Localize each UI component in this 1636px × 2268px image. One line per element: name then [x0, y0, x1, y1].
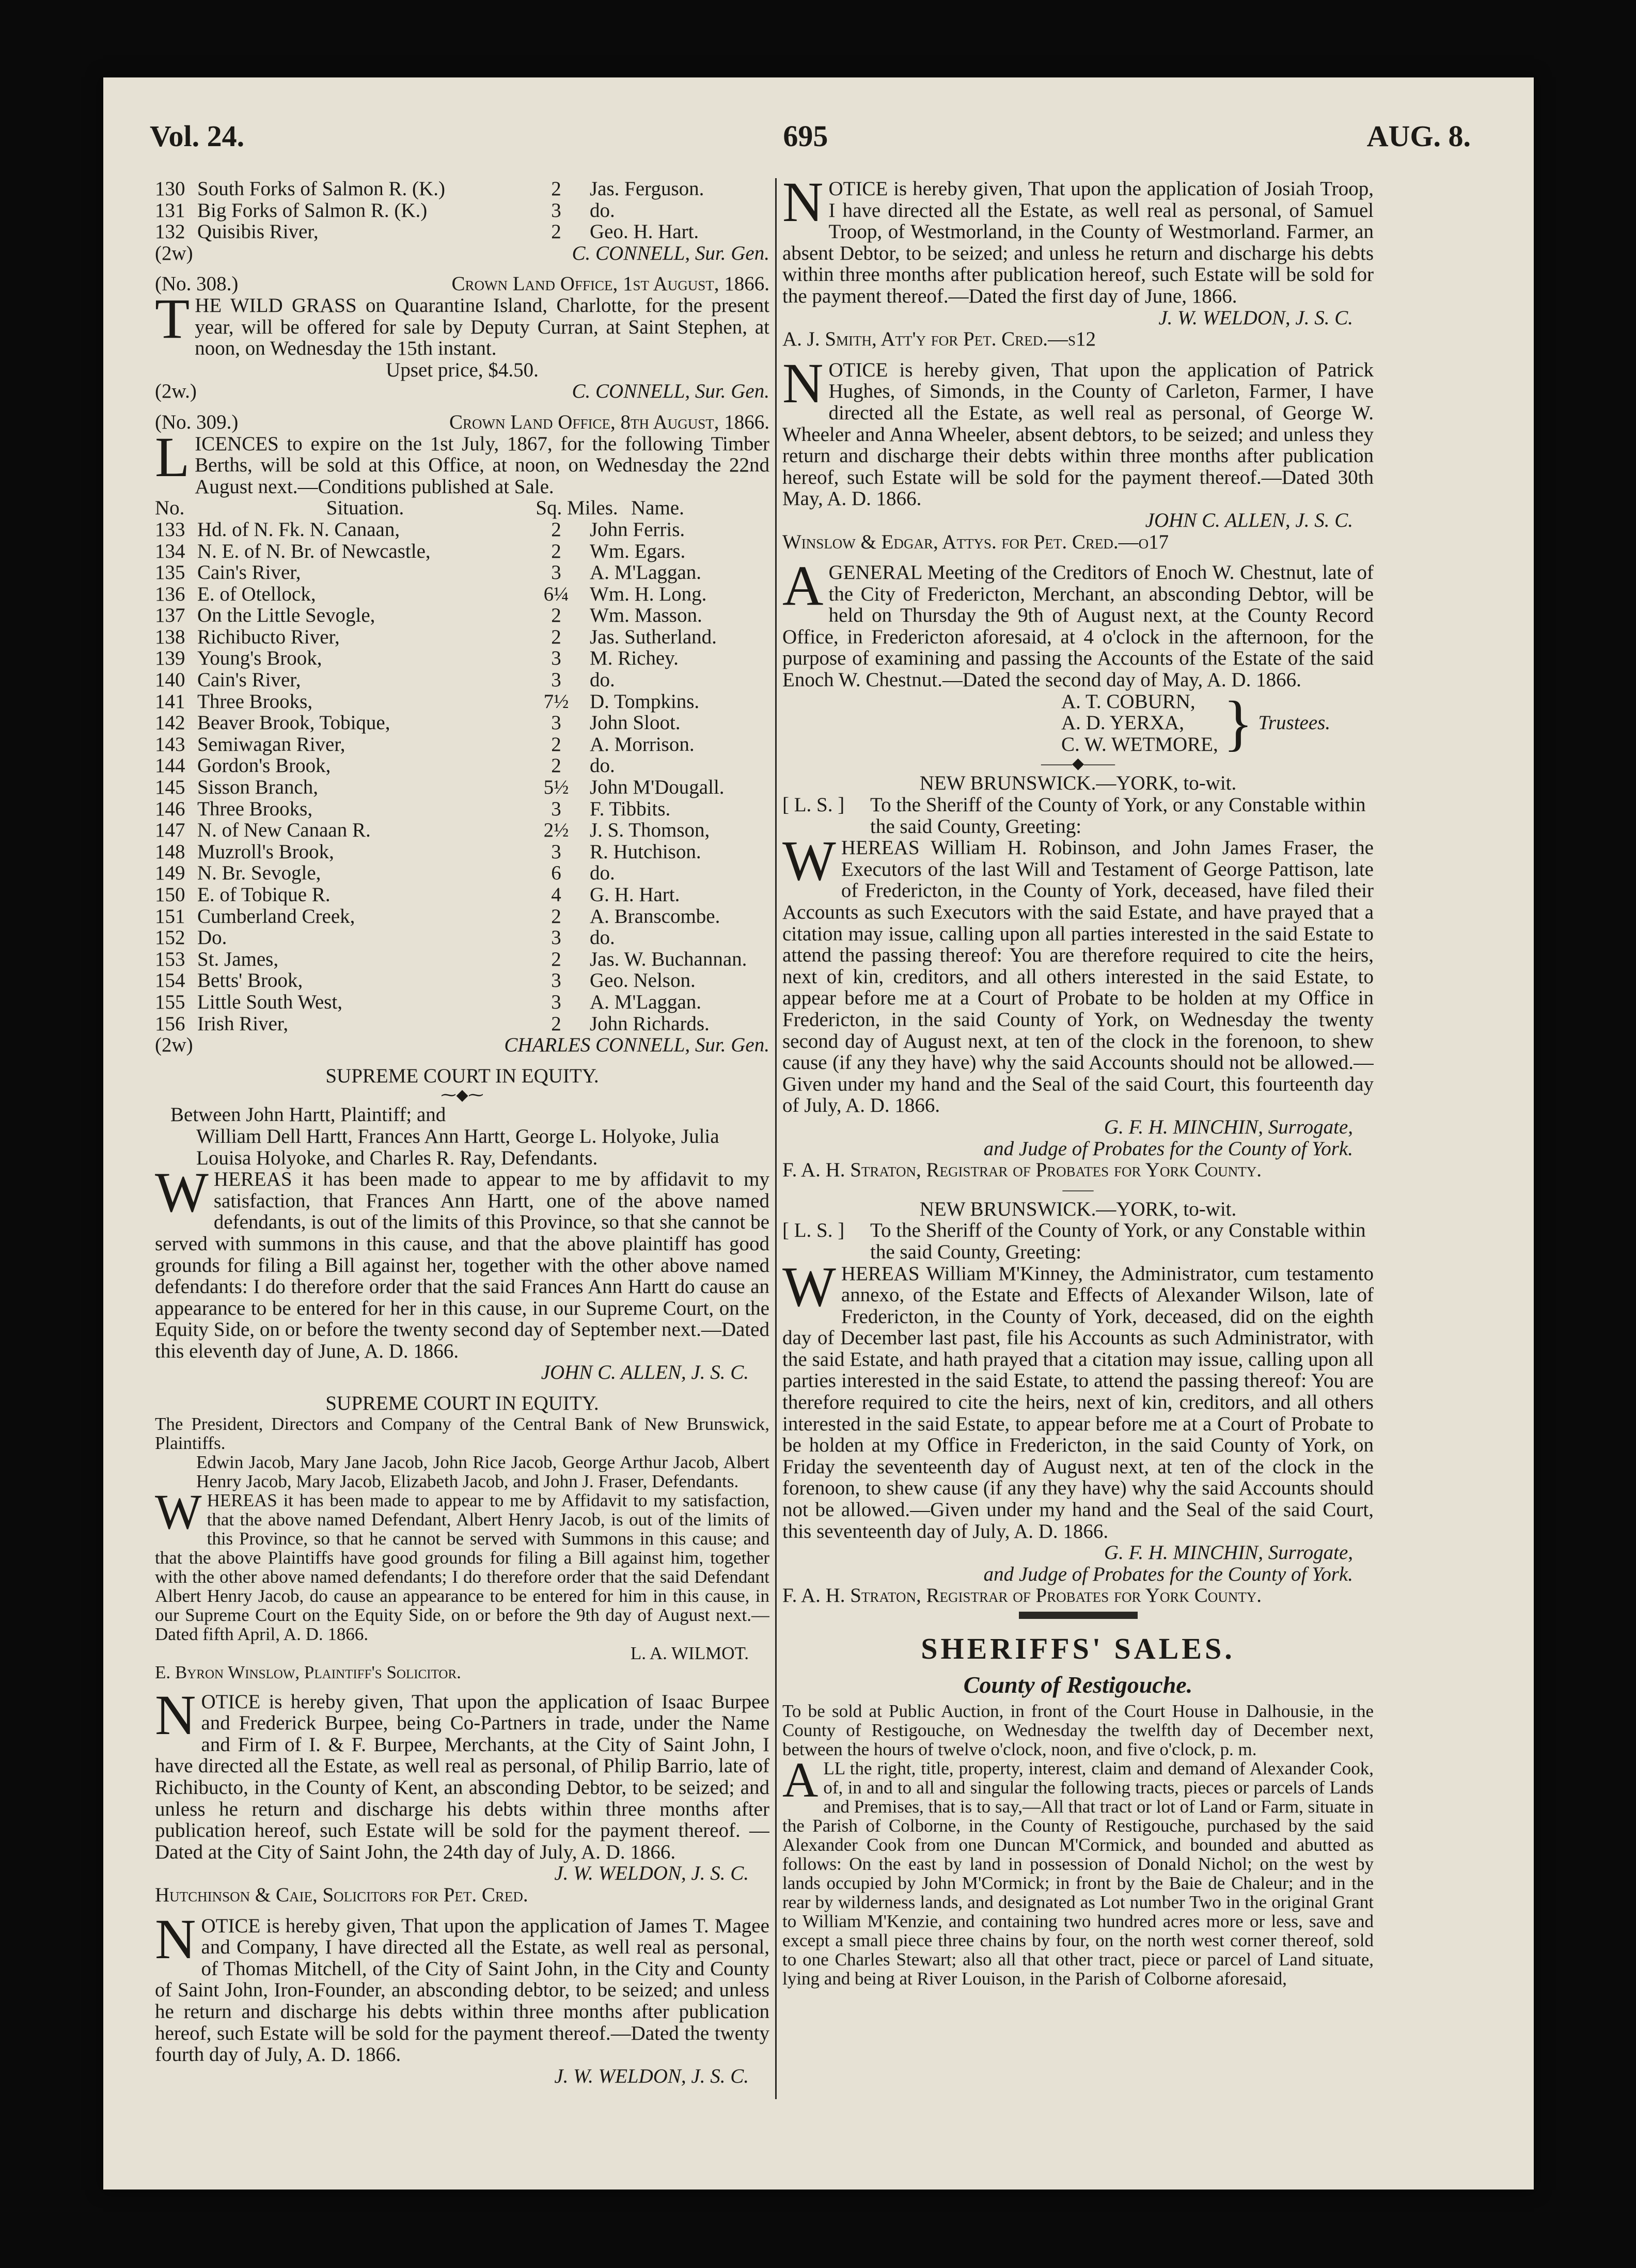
row-name: Wm. Masson.: [590, 604, 702, 627]
drop-cap: N: [782, 351, 824, 415]
table-row: [155, 734, 769, 755]
row-sq-miles: 2: [551, 220, 561, 243]
row-situation: N. of New Canaan R.: [197, 819, 371, 842]
notice-body: HEREAS William M'Kinney, the Administrator, cum testamento annexo, of the Estate and Effects of Alexander Wilson, late of Fredericton, in the County of York, deceased, did on the eighth day of December last past, file his Accounts as such Administrator, with the said Estate, and hath prayed that a citation may issue, calling upon all parties interested in the said Estate, to attend the passing thereof: You are therefore required to cite the heirs, next of kin, creditors, and all others interested in the said Estate, to appear before me at a Court of Probate to be holden at my Office in Fredericton, in the said County of York, on Friday the seventeenth day of August next, at ten of the clock in the forenoon, to shew cause (if any they have) why the said Accounts should not be allowed.—Given under my hand and the Seal of the said Court, this seventeenth day of July, A. D. 1866.: [782, 1262, 1374, 1542]
notice-troop: [782, 178, 1374, 307]
row-name: Jas. W. Buchannan.: [590, 948, 747, 970]
drop-cap: W: [782, 829, 836, 893]
signature: L. A. WILMOT.: [630, 1643, 749, 1663]
page-number: 695: [783, 119, 828, 153]
row-sq-miles: 5½: [543, 776, 569, 799]
trustee-name: A. T. COBURN,: [1061, 690, 1195, 713]
table-row: [155, 691, 769, 713]
signature: CHARLES CONNELL, Sur. Gen.: [504, 1034, 769, 1057]
row-name: Wm. H. Long.: [590, 582, 707, 605]
table-row: [155, 605, 769, 626]
table-row: [155, 862, 769, 884]
parties: Between John Hartt, Plaintiff; and: [170, 1104, 446, 1126]
table-row: [155, 884, 769, 906]
row-situation: On the Little Sevogle,: [197, 604, 375, 627]
sale-description: [782, 1752, 1374, 1989]
row-number: 148: [155, 840, 185, 863]
row-number: 147: [155, 819, 185, 842]
row-situation: St. James,: [197, 948, 279, 970]
row-name: Jas. Sutherland.: [590, 625, 717, 648]
notice-wilson: [782, 1255, 1374, 1542]
row-sq-miles: 3: [551, 840, 561, 863]
row-situation: Richibucto River,: [197, 625, 340, 648]
notice-body: OTICE is hereby given, That upon the application of James T. Magee and Company, I have directed all the Estate, as well real as personal, of Thomas Mitchell, of the City of Saint John, in the City and County of Saint John, Iron-Founder, an absconding debtor, to be seized; and unless he return and discharge his debts within three months after publication hereof, such Estate will be sold for the payment thereof.—Dated the twenty fourth day of July, A. D. 1866.: [155, 1914, 769, 2066]
row-sq-miles: 3: [551, 669, 561, 691]
row-name: John M'Dougall.: [590, 776, 725, 799]
sale-intro: To be sold at Public Auction, in front of the Court House in Dalhousie, in the County of Restigouche, on Wednesday the twelfth day of December next, between the hours of twelve o'clock, noon, and five o'clock, p. m.: [782, 1701, 1374, 1759]
row-sq-miles: 2: [551, 754, 561, 777]
table-row: [155, 712, 769, 734]
drop-cap: A: [782, 554, 824, 618]
notice-body: HEREAS it has been made to appear to me by Affidavit to my satisfaction, that the above named Defendant, Albert Henry Jacob, is out of the limits of this Province, so that he cannot be served with Summons in this cause; and that the above Plaintiffs have good grounds for filing a Bill against him, together with the other above named defendants; I do therefore order that the said Defendant Albert Henry Jacob, do cause an appearance to be entered for him in this cause, in our Supreme Court on the Equity Side, on or before the 9th day of August next.—Dated fifth April, A. D. 1866.: [155, 1490, 769, 1644]
row-name: M. Richey.: [590, 647, 679, 670]
table-row: [155, 669, 769, 691]
parties: The President, Directors and Company of the Central Bank of New Brunswick, Plaintiffs.: [155, 1413, 769, 1453]
row-sq-miles: 7½: [543, 690, 569, 713]
col-situation: Situation.: [326, 497, 404, 519]
notice-body: HEREAS William H. Robinson, and John James Fraser, the Executors of the last Will and Testament of George Pattison, late of Fredericton, in the County of York, deceased, have filed their Accounts as such Executors with the said Estate, and have prayed that a citation may issue, calling upon all parties interested in the said Estate to attend the passing thereof: You are therefore required to cite the heirs, next of kin, creditors, and all others interested in the said Estate, to appear before me at a Court of Probate to be holden at my Office in Fredericton, in the said County of York, on Wednesday the twenty second day of August next, at ten of the clock in the forenoon, to shew cause (if any they have) why the said Accounts should not be allowed.—Given under my hand and the Seal of the said Court, this fourteenth day of July, A. D. 1866.: [782, 837, 1374, 1117]
row-number: 135: [155, 561, 185, 584]
drop-cap: N: [155, 1683, 196, 1746]
registrar: F. A. H. Straton, Registrar of Probates for York County.: [782, 1159, 1262, 1182]
signature: G. F. H. MINCHIN, Surrogate,: [1104, 1115, 1353, 1138]
sheriffs-sales-title: SHERIFFS' SALES.: [921, 1632, 1235, 1665]
row-number: 149: [155, 862, 185, 885]
section-title: SUPREME COURT IN EQUITY.: [325, 1064, 599, 1087]
row-number: 145: [155, 776, 185, 799]
row-sq-miles: 2: [551, 518, 561, 541]
row-name: A. M'Laggan.: [590, 561, 702, 584]
solicitor: Hutchinson & Caie, Solicitors for Pet. Cred.: [155, 1884, 528, 1906]
notice-number: (No. 308.): [155, 273, 239, 295]
drop-cap: W: [782, 1255, 836, 1318]
row-number: 156: [155, 1012, 185, 1035]
berth-table-header: [155, 497, 769, 519]
row-sq-miles: 2: [551, 625, 561, 648]
insertion-tag: (2w): [155, 242, 193, 264]
row-number: 141: [155, 690, 185, 713]
berth-table: [155, 519, 769, 1034]
drop-cap: W: [155, 1161, 209, 1224]
table-row: [155, 755, 769, 777]
table-row: [155, 906, 769, 927]
row-number: 155: [155, 990, 185, 1013]
col-name: Name.: [631, 497, 684, 519]
row-number: 146: [155, 797, 185, 820]
solicitor: E. Byron Winslow, Plaintiff's Solicitor.: [155, 1662, 461, 1682]
row-name: John Richards.: [590, 1012, 710, 1035]
signature-line: [155, 381, 769, 402]
row-sq-miles: 2: [551, 733, 561, 755]
parties: Edwin Jacob, Mary Jane Jacob, John Rice Jacob, George Arthur Jacob, Albert Henry Jacob, Mary Jacob, Elizabeth Jacob, and John J. Fraser, Defendants.: [196, 1452, 769, 1491]
row-sq-miles: 2: [551, 905, 561, 927]
table-row: [155, 584, 769, 605]
row-number: 131: [155, 199, 185, 222]
row-situation: Muzroll's Brook,: [197, 840, 334, 863]
attorney: A. J. Smith, Att'y for Pet. Cred.—s12: [782, 328, 1096, 351]
signature: JOHN C. ALLEN, J. S. C.: [541, 1361, 749, 1384]
row-situation: Cain's River,: [197, 669, 301, 691]
notice-body: ICENCES to expire on the 1st July, 1867, for the following Timber Berths, will be sold at this Office, at noon, on Wednesday the 22nd August next.—Conditions published at Sale.: [195, 432, 769, 498]
county-title: County of Restigouche.: [963, 1672, 1193, 1698]
col-sq: Sq. Miles.: [536, 497, 618, 519]
drop-cap: A: [782, 1752, 819, 1807]
row-number: 138: [155, 625, 185, 648]
row-name: John Sloot.: [590, 712, 681, 734]
signature-line: [155, 243, 769, 264]
insertion-tag: (2w.): [155, 380, 197, 403]
row-name: Wm. Egars.: [590, 540, 686, 562]
table-row: [155, 562, 769, 584]
notice-body: OTICE is hereby given, That upon the application of Josiah Troop, I have directed all the Estate, as well real as personal, of Samuel Troop, of Westmorland, in the County of Westmorland. Farmer, an absent Debtor, to be seized; and unless he return and discharge his debts within three months after publication hereof, such Estate will be sold for the payment thereof.—Dated the first day of June, 1866.: [782, 178, 1374, 307]
row-name: do.: [590, 669, 615, 691]
row-number: 137: [155, 604, 185, 627]
ornament-icon: ——: [1062, 1180, 1094, 1198]
row-sq-miles: 3: [551, 990, 561, 1013]
table-row: [155, 820, 769, 841]
table-row: [155, 221, 769, 243]
row-number: 152: [155, 926, 185, 949]
brace-icon: }: [1223, 688, 1253, 758]
drop-cap: W: [155, 1484, 202, 1539]
column-divider: [775, 178, 777, 2099]
notice-burpee: [155, 1683, 769, 1863]
table-row: [155, 777, 769, 798]
row-number: 150: [155, 884, 185, 906]
notice-equity-jacob: [155, 1484, 769, 1644]
row-situation: Irish River,: [197, 1012, 289, 1035]
table-row: [155, 798, 769, 820]
notice-header: [155, 273, 769, 295]
notice-pattison: [782, 829, 1374, 1117]
notice-wild-grass: [155, 287, 769, 360]
section-title: SUPREME COURT IN EQUITY.: [325, 1392, 599, 1415]
row-number: 136: [155, 582, 185, 605]
row-situation: Three Brooks,: [197, 690, 313, 713]
notice-equity-hartt: [155, 1161, 769, 1362]
row-number: 153: [155, 948, 185, 970]
signature: JOHN C. ALLEN, J. S. C.: [1145, 509, 1353, 531]
notice-body: LL the right, title, property, interest, claim and demand of Alexander Cook, of, in and to all and singular the following tracts, pieces or parcels of Lands and Premises, that is to say,—All that tract or lot of Land or Farm, situate in the Parish of Colborne, in the County of Restigouche, purchased by the said Alexander Cook from one Duncan M'Cormick, and bounded and abutted as follows: On the east by land in possession of Donald Nichol; on the west by lands occupied by John M'Cormick; in front by the Baie de Chaleur; and in the rear by wilderness lands, and designated as Lot number Two in the original Grant to William M'Kenzie, and containing two hundred acres more or less, save and except a small piece three chains by four, on the north west corner thereof, sold to one Charles Stewart; also all that other tract, piece or parcel of Land situate, lying and being at River Louison, in the Parish of Colborne aforesaid,: [782, 1758, 1374, 1989]
table-row: [155, 626, 769, 648]
notice-number: (No. 309.): [155, 411, 239, 433]
signature: G. F. H. MINCHIN, Surrogate,: [1104, 1541, 1353, 1564]
page-header: [150, 119, 1471, 160]
signature: J. W. WELDON, J. S. C.: [1158, 306, 1353, 329]
row-sq-miles: 3: [551, 712, 561, 734]
row-situation: E. of Otellock,: [197, 582, 316, 605]
notice-body: OTICE is hereby given, That upon the application of Isaac Burpee and Frederick Burpee, being Co-Partners in trade, under the Name and Firm of I. & F. Burpee, Merchants, at the City of Saint John, I have directed all the Estate, as well real as personal, of Philip Barrio, late of Richibucto, in the County of Kent, an absconding Debtor, to be seized; and unless he return and discharge his debts within three months after publication hereof, such Estate will be sold for the payment thereof. —Dated at the City of Saint John, the 24th day of July, A. D. 1866.: [155, 1690, 769, 1863]
row-number: 139: [155, 647, 185, 670]
row-situation: Big Forks of Salmon R. (K.): [197, 199, 428, 222]
row-situation: E. of Tobique R.: [197, 884, 331, 906]
citation-address: [782, 794, 1374, 837]
row-number: 144: [155, 754, 185, 777]
col-no: No.: [155, 497, 185, 519]
parties: William Dell Hartt, Frances Ann Hartt, George L. Holyoke, Julia Louisa Holyoke, and Charles R. Ray, Defendants.: [196, 1125, 719, 1169]
address-text: To the Sheriff of the County of York, or any Constable within the said County, Greeting:: [870, 1219, 1366, 1263]
row-name: D. Tompkins.: [590, 690, 700, 713]
notice-body: HE WILD GRASS on Quarantine Island, Charlotte, for the present year, will be offered for sale by Deputy Curran, at Saint Stephen, at noon, on Wednesday the 15th instant.: [195, 294, 769, 360]
ornament-icon: ——◆——: [1041, 755, 1115, 773]
table-row: [155, 178, 769, 200]
row-sq-miles: 2: [551, 540, 561, 562]
row-situation: Young's Brook,: [197, 647, 322, 670]
table-row: [155, 970, 769, 991]
right-column: [782, 178, 1374, 2109]
section-title: NEW BRUNSWICK.—YORK, to-wit.: [919, 772, 1237, 795]
row-number: 134: [155, 540, 185, 562]
row-situation: Three Brooks,: [197, 797, 313, 820]
drop-cap: N: [782, 178, 824, 233]
row-name: A. Morrison.: [590, 733, 695, 755]
notice-magee: [155, 1907, 769, 2066]
row-name: Geo. Nelson.: [590, 969, 696, 992]
notice-licences: [155, 425, 769, 498]
notice-body: GENERAL Meeting of the Creditors of Enoch W. Chestnut, late of the City of Fredericton, Merchant, an absconding Debtor, will be held on Thursday the 9th of August next, at the County Record Office, in Fredericton aforesaid, at 4 o'clock in the afternoon, for the purpose of examining and passing the Accounts of the Estate of the said Enoch W. Chestnut.—Dated the second day of May, A. D. 1866.: [782, 561, 1374, 691]
row-situation: Do.: [197, 926, 227, 949]
attorney: Winslow & Edgar, Attys. for Pet. Cred.—o17: [782, 530, 1169, 553]
row-name: Geo. H. Hart.: [590, 220, 699, 243]
row-name: do.: [590, 926, 615, 949]
row-name: John Ferris.: [590, 518, 685, 541]
row-name: G. H. Hart.: [590, 884, 680, 906]
row-number: 133: [155, 518, 185, 541]
upset-price: Upset price, $4.50.: [386, 358, 539, 381]
row-number: 142: [155, 712, 185, 734]
office-date: Crown Land Office, 8th August, 1866.: [449, 411, 769, 433]
row-situation: Hd. of N. Fk. N. Canaan,: [197, 518, 400, 541]
signature: C. CONNELL, Sur. Gen.: [572, 380, 769, 403]
table-row: [155, 927, 769, 949]
signature: J. W. WELDON, J. S. C.: [554, 2065, 749, 2087]
left-column: [155, 178, 769, 2099]
signature: J. W. WELDON, J. S. C.: [554, 1862, 749, 1885]
heavy-rule: [1019, 1612, 1138, 1619]
row-name: do.: [590, 862, 615, 885]
notice-general-meeting: [782, 554, 1374, 691]
row-name: A. Branscombe.: [590, 905, 720, 927]
table-row: [155, 841, 769, 863]
row-situation: Cumberland Creek,: [197, 905, 355, 927]
drop-cap: T: [155, 287, 190, 350]
row-situation: Beaver Brook, Tobique,: [197, 712, 390, 734]
table-row: [155, 200, 769, 222]
table-row: [155, 541, 769, 562]
trustees-block: [782, 688, 1374, 758]
row-situation: Semiwagan River,: [197, 733, 345, 755]
trustee-name: A. D. YERXA,: [1061, 712, 1184, 734]
seal-mark: [ L. S. ]: [782, 794, 845, 816]
issue-date: AUG. 8.: [1366, 119, 1471, 153]
row-sq-miles: 2: [551, 178, 561, 200]
trustee-name: C. W. WETMORE,: [1061, 733, 1218, 755]
row-situation: Gordon's Brook,: [197, 754, 331, 777]
row-name: J. S. Thomson,: [590, 819, 710, 842]
insertion-tag: (2w): [155, 1034, 193, 1057]
row-name: R. Hutchison.: [590, 840, 701, 863]
row-situation: Little South West,: [197, 990, 343, 1013]
signature: C. CONNELL, Sur. Gen.: [572, 242, 769, 264]
row-sq-miles: 2: [551, 604, 561, 627]
row-situation: N. E. of N. Br. of Newcastle,: [197, 540, 431, 562]
row-situation: N. Br. Sevogle,: [197, 862, 321, 885]
table-row: [155, 648, 769, 669]
table-row: [155, 991, 769, 1013]
row-sq-miles: 3: [551, 561, 561, 584]
row-number: 151: [155, 905, 185, 927]
signature-title: and Judge of Probates for the County of York.: [983, 1137, 1353, 1160]
signature-line: [155, 1034, 769, 1056]
trustees-label: Trustees.: [1258, 712, 1331, 734]
table-row: [155, 519, 769, 541]
notice-body: HEREAS it has been made to appear to me by affidavit to my satisfaction, that Frances Ann Hartt, one of the above named defendants, is out of the limits of this Province, so that she cannot be served with summons in this cause, and that the above plaintiff has good grounds for filing a Bill against her, together with the other above named defendants: I do therefore order that the said Frances Ann Hartt do cause an appearance to be entered for her in this cause, in our Supreme Court, on the Equity Side, on or before the twenty second day of September next.—Dated this eleventh day of June, A. D. 1866.: [155, 1168, 769, 1362]
row-name: do.: [590, 199, 615, 222]
row-situation: South Forks of Salmon R. (K.): [197, 178, 445, 200]
table-row: [155, 949, 769, 970]
row-number: 130: [155, 178, 185, 200]
row-number: 140: [155, 669, 185, 691]
row-number: 132: [155, 220, 185, 243]
drop-cap: N: [155, 1907, 196, 1971]
signature-title: and Judge of Probates for the County of York.: [983, 1563, 1353, 1585]
notice-header: [155, 412, 769, 433]
row-sq-miles: 4: [551, 884, 561, 906]
row-number: 143: [155, 733, 185, 755]
row-sq-miles: 3: [551, 199, 561, 222]
row-name: A. M'Laggan.: [590, 990, 702, 1013]
row-sq-miles: 3: [551, 926, 561, 949]
section-title: NEW BRUNSWICK.—YORK, to-wit.: [919, 1198, 1237, 1220]
drop-cap: L: [155, 425, 190, 489]
citation-address: [782, 1220, 1374, 1263]
row-name: F. Tibbits.: [590, 797, 671, 820]
row-sq-miles: 3: [551, 797, 561, 820]
row-sq-miles: 2½: [543, 819, 569, 842]
address-text: To the Sheriff of the County of York, or any Constable within the said County, Greeting:: [870, 794, 1366, 838]
notice-body: OTICE is hereby given, That upon the application of Patrick Hughes, of Simonds, in the County of Carleton, Farmer, I have directed all the Estate, as well real as personal, of George W. Wheeler and Anna Wheeler, absent debtors, to be seized; and unless they return and discharge their debts within three months after publication hereof, such Estate will be sold for the payment thereof.—Dated 30th May, A. D. 1866.: [782, 358, 1374, 510]
row-sq-miles: 6¼: [543, 582, 569, 605]
row-sq-miles: 6: [551, 862, 561, 885]
office-date: Crown Land Office, 1st August, 1866.: [451, 273, 769, 295]
row-sq-miles: 2: [551, 1012, 561, 1035]
row-situation: Cain's River,: [197, 561, 301, 584]
row-sq-miles: 2: [551, 948, 561, 970]
row-name: Jas. Ferguson.: [590, 178, 704, 200]
top-berth-rows: [155, 178, 769, 243]
row-sq-miles: 3: [551, 647, 561, 670]
ornament-icon: ⁓◆⁓: [441, 1086, 484, 1104]
row-situation: Betts' Brook,: [197, 969, 303, 992]
row-sq-miles: 3: [551, 969, 561, 992]
row-number: 154: [155, 969, 185, 992]
notice-hughes: [782, 351, 1374, 510]
seal-mark: [ L. S. ]: [782, 1219, 845, 1242]
table-row: [155, 1013, 769, 1035]
row-name: do.: [590, 754, 615, 777]
row-situation: Sisson Branch,: [197, 776, 318, 799]
volume-label: Vol. 24.: [150, 119, 245, 153]
registrar: F. A. H. Straton, Registrar of Probates for York County.: [782, 1584, 1262, 1607]
row-situation: Quisibis River,: [197, 220, 319, 243]
